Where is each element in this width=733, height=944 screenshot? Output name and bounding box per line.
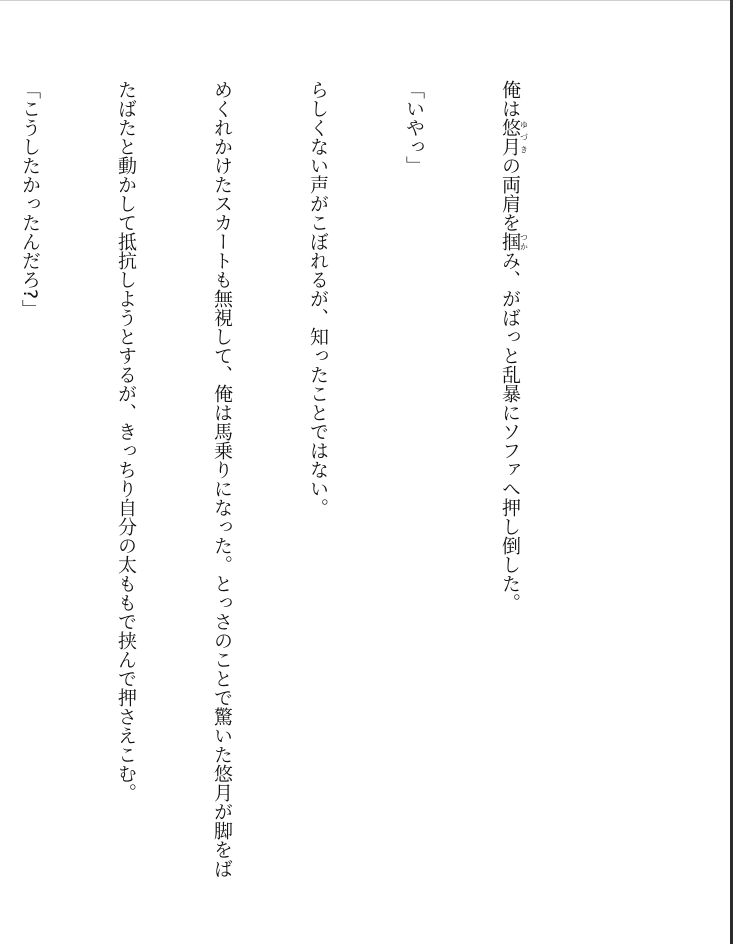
text-line-5: たばたと動かして抵抗しようとするが、きっちり自分の太ももで挟んで押さえこむ。 [115, 80, 137, 802]
text-line-3: らしくない声がこぼれるが、知ったことではない。 [307, 80, 329, 517]
text-line-1: 俺は悠月ゆづきの両肩を掴つかみ、がばっと乱暴にソファへ押し倒した。 [499, 80, 529, 612]
text-line-6: 「こうしたかったんだろ?」 [19, 80, 41, 319]
text-line-2: 「いやっ」 [403, 80, 425, 175]
vertical-text-body [19, 80, 592, 880]
ruby-tsuka: 掴つか [499, 232, 529, 251]
top-border [0, 0, 733, 1]
text-line-4: めくれかけたスカートも無視して、俺は馬乗りになった。とっさのことで驚いた悠月が脚をば [211, 80, 233, 878]
ruby-yuzuki: 悠月ゆづき [499, 118, 529, 156]
